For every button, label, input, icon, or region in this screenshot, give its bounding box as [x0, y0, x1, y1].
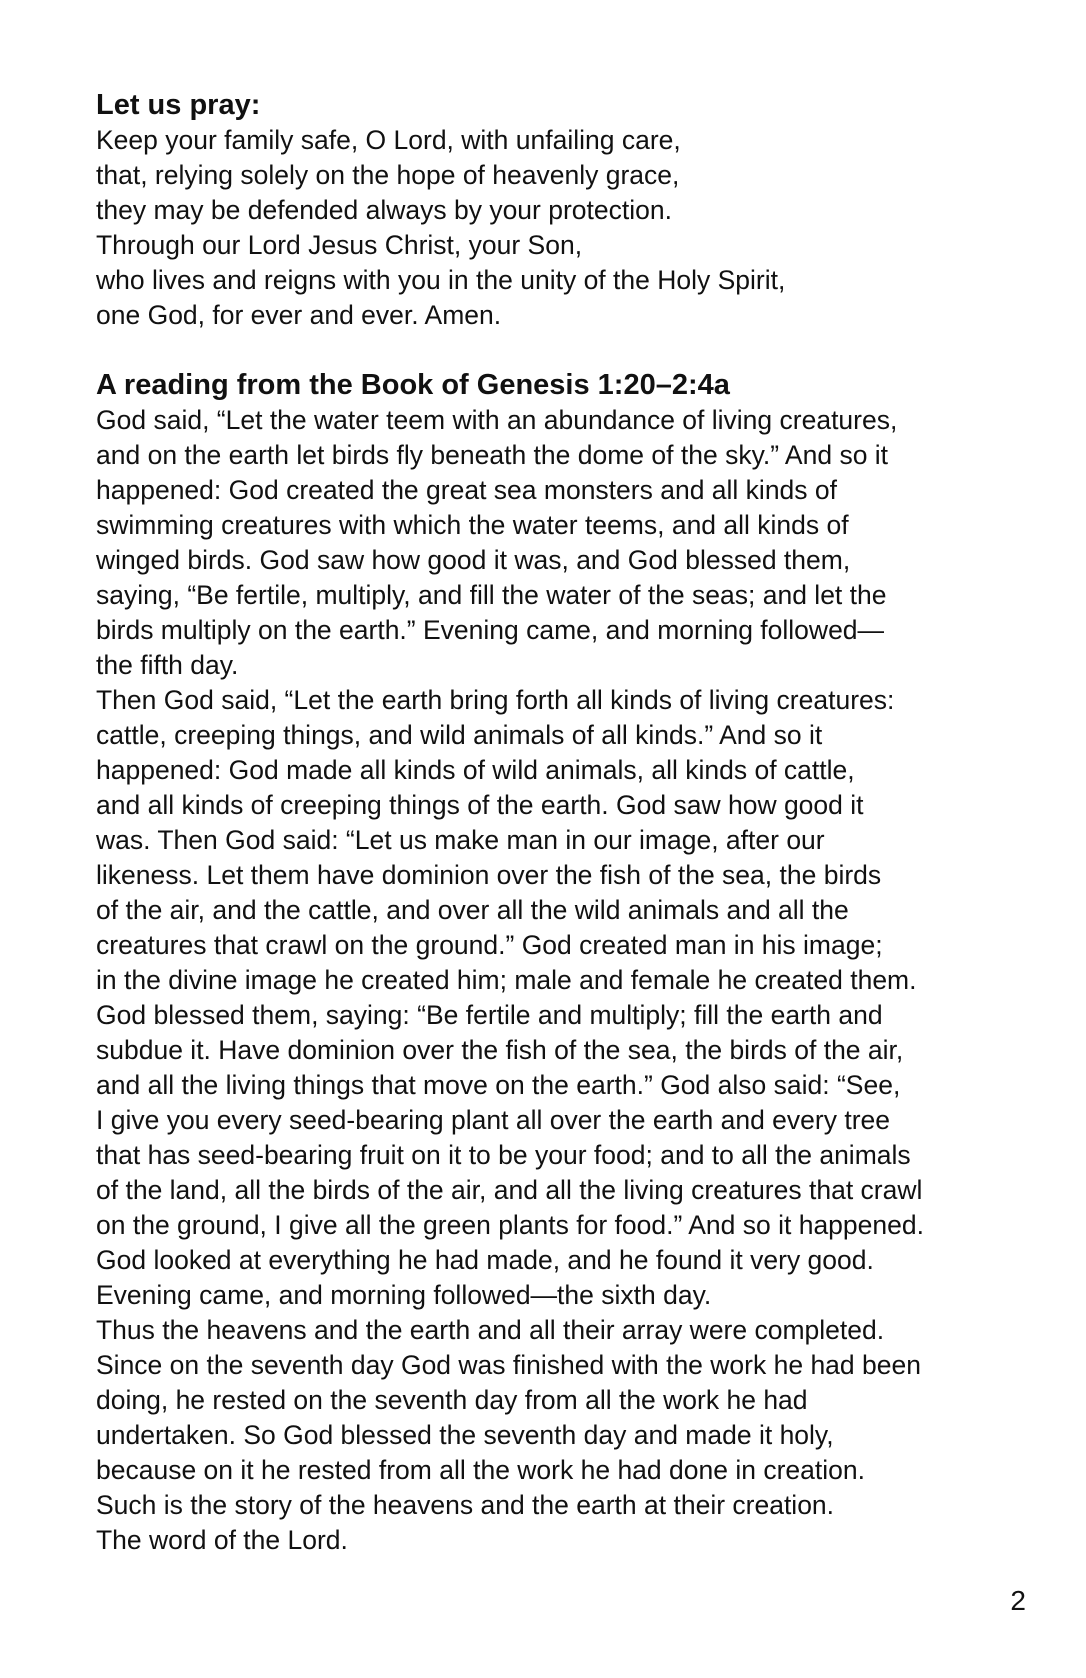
reading-line: was. Then God said: “Let us make man in our image, after our: [96, 825, 825, 855]
reading-line: winged birds. God saw how good it was, and God blessed them,: [96, 545, 851, 575]
reading-heading: A reading from the Book of Genesis 1:20–2:4a: [96, 369, 730, 401]
reading-line: subdue it. Have dominion over the fish of the sea, the birds of the air,: [96, 1035, 904, 1065]
reading-line: birds multiply on the earth.” Evening came, and morning followed—: [96, 615, 885, 645]
reading-text: [96, 403, 1036, 1558]
reading-line: Then God said, “Let the earth bring forth all kinds of living creatures:: [96, 685, 895, 715]
prayer-line: who lives and reigns with you in the unity of the Holy Spirit,: [96, 265, 786, 295]
prayer-line: they may be defended always by your protection.: [96, 195, 672, 225]
reading-line: Evening came, and morning followed—the sixth day.: [96, 1280, 712, 1310]
prayer-text: [96, 123, 1036, 333]
reading-line: creatures that crawl on the ground.” God created man in his image;: [96, 930, 883, 960]
reading-line: Since on the seventh day God was finished with the work he had been: [96, 1350, 921, 1380]
prayer-line: one God, for ever and ever. Amen.: [96, 300, 502, 330]
page-content: [96, 88, 1036, 1558]
reading-line: the fifth day.: [96, 650, 239, 680]
reading-line: Thus the heavens and the earth and all their array were completed.: [96, 1315, 885, 1345]
reading-line: doing, he rested on the seventh day from all the work he had: [96, 1385, 808, 1415]
prayer-line: that, relying solely on the hope of heavenly grace,: [96, 160, 680, 190]
reading-line: happened: God made all kinds of wild animals, all kinds of cattle,: [96, 755, 855, 785]
reading-line: and on the earth let birds fly beneath the dome of the sky.” And so it: [96, 440, 889, 470]
reading-line: happened: God created the great sea monsters and all kinds of: [96, 475, 838, 505]
reading-line: Such is the story of the heavens and the earth at their creation.: [96, 1490, 835, 1520]
reading-line: likeness. Let them have dominion over the fish of the sea, the birds: [96, 860, 882, 890]
reading-line: undertaken. So God blessed the seventh day and made it holy,: [96, 1420, 834, 1450]
reading-line: cattle, creeping things, and wild animals of all kinds.” And so it: [96, 720, 823, 750]
prayer-line: Through our Lord Jesus Christ, your Son,: [96, 230, 583, 260]
reading-line: I give you every seed-bearing plant all over the earth and every tree: [96, 1105, 890, 1135]
prayer-line: Keep your family safe, O Lord, with unfailing care,: [96, 125, 681, 155]
reading-line: and all kinds of creeping things of the earth. God saw how good it: [96, 790, 864, 820]
reading-line: on the ground, I give all the green plants for food.” And so it happened.: [96, 1210, 924, 1240]
reading-line: because on it he rested from all the work he had done in creation.: [96, 1455, 865, 1485]
reading-line: God looked at everything he had made, and he found it very good.: [96, 1245, 874, 1275]
reading-line: in the divine image he created him; male and female he created them.: [96, 965, 917, 995]
prayer-heading: Let us pray:: [96, 89, 261, 121]
reading-line: and all the living things that move on the earth.” God also said: “See,: [96, 1070, 901, 1100]
prayer-section: [96, 88, 1036, 333]
reading-line: of the air, and the cattle, and over all the wild animals and all the: [96, 895, 849, 925]
reading-line: of the land, all the birds of the air, and all the living creatures that crawl: [96, 1175, 923, 1205]
reading-line: God said, “Let the water teem with an abundance of living creatures,: [96, 405, 898, 435]
reading-line: The word of the Lord.: [96, 1525, 348, 1555]
reading-line: that has seed-bearing fruit on it to be your food; and to all the animals: [96, 1140, 911, 1170]
reading-line: God blessed them, saying: “Be fertile and multiply; fill the earth and: [96, 1000, 883, 1030]
reading-section: [96, 368, 1036, 1558]
page-number: 2: [1010, 1585, 1026, 1616]
reading-line: swimming creatures with which the water teems, and all kinds of: [96, 510, 849, 540]
reading-line: saying, “Be fertile, multiply, and fill the water of the seas; and let the: [96, 580, 887, 610]
